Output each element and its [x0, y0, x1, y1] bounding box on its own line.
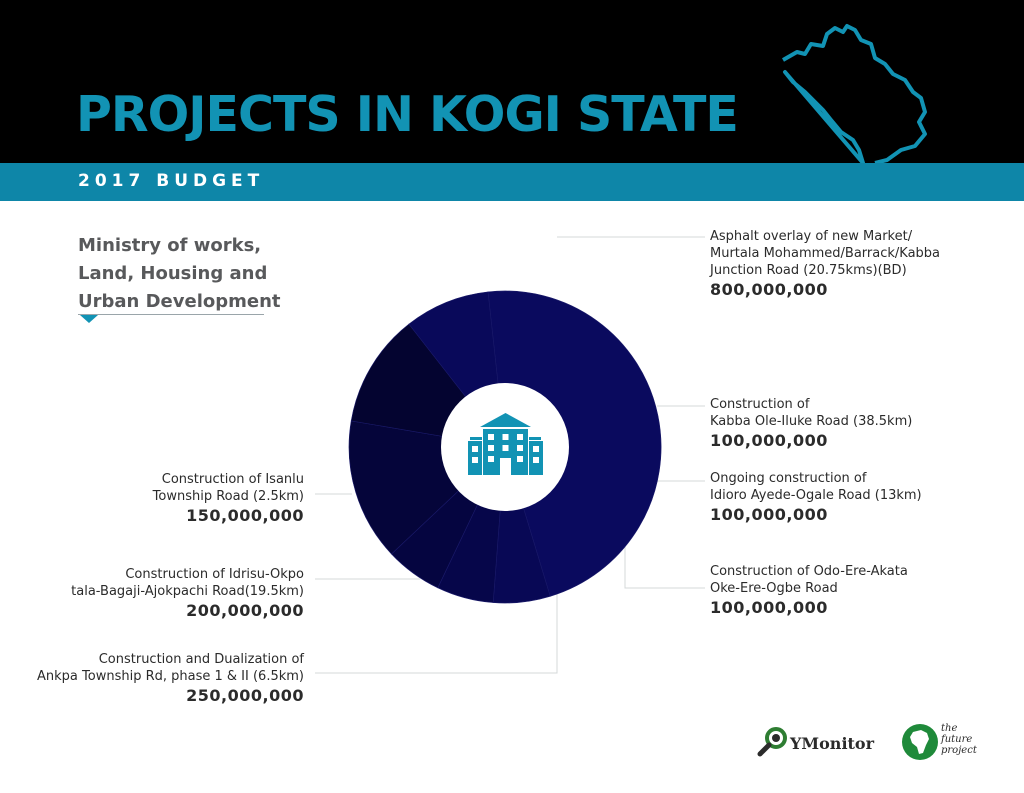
slice-label: [710, 396, 970, 452]
slice-label-value: 200,000,000: [186, 601, 304, 620]
magnifier-icon: [756, 724, 790, 760]
slice-label-name: Construction of Idrisu-Okpo: [125, 567, 304, 582]
slice-label-name: Construction of Odo-Ere-Akata: [710, 564, 908, 579]
ymonitor-logo: [756, 724, 896, 760]
slice-label: [4, 651, 304, 707]
slice-label-value: 250,000,000: [186, 686, 304, 705]
slice-label-name: Construction of Isanlu: [161, 472, 304, 487]
slice-label-name: Construction of: [710, 397, 810, 412]
footer-logos: [756, 720, 1006, 765]
slice-label-name: Township Road (2.5km): [152, 489, 304, 504]
slice-label-name: Ankpa Township Rd, phase 1 & II (6.5km): [37, 669, 304, 684]
slice-label-name: tala-Bagaji-Ajokpachi Road(19.5km): [71, 584, 304, 599]
slice-label-name: Kabba Ole-Iluke Road (38.5km): [710, 414, 913, 429]
slice-label: [4, 471, 304, 527]
slice-label-name: Idioro Ayede-Ogale Road (13km): [710, 488, 922, 503]
page-title: PROJECTS IN KOGI STATE: [76, 86, 738, 143]
slice-label-name: Murtala Mohammed/Barrack/Kabba: [710, 246, 941, 261]
slice-label-value: 800,000,000: [710, 280, 828, 299]
future-project-line: future: [941, 734, 973, 745]
ministry-line: Urban Development: [78, 291, 281, 312]
future-project-line: the: [941, 723, 958, 734]
slice-label-value: 100,000,000: [710, 431, 828, 450]
page-subtitle: 2017 BUDGET: [78, 171, 265, 191]
slice-label-value: 100,000,000: [710, 598, 828, 617]
slice-label: [710, 470, 970, 526]
slice-label: [710, 563, 970, 619]
slice-label-name: Asphalt overlay of new Market/: [710, 229, 913, 244]
slice-label-name: Oke-Ere-Ogbe Road: [710, 581, 838, 596]
future-project-line: project: [941, 745, 977, 756]
slice-label: [4, 566, 304, 622]
africa-globe-icon: [901, 723, 939, 761]
ministry-line: Ministry of works,: [78, 235, 262, 256]
slice-label-name: Construction and Dualization of: [98, 652, 304, 667]
ymonitor-logo-text: YMonitor: [790, 734, 875, 753]
leader-line: [625, 530, 705, 588]
future-project-logo: [901, 720, 1001, 765]
slice-label-name: Ongoing construction of: [710, 471, 867, 486]
future-project-logo-text: [941, 723, 1001, 756]
building-icon: [468, 413, 543, 475]
slice-label-value: 150,000,000: [186, 506, 304, 525]
slice-label-value: 100,000,000: [710, 505, 828, 524]
ministry-line: Land, Housing and: [78, 263, 268, 284]
slice-label-name: Junction Road (20.75kms)(BD): [710, 263, 907, 278]
slice-label: [710, 228, 970, 301]
